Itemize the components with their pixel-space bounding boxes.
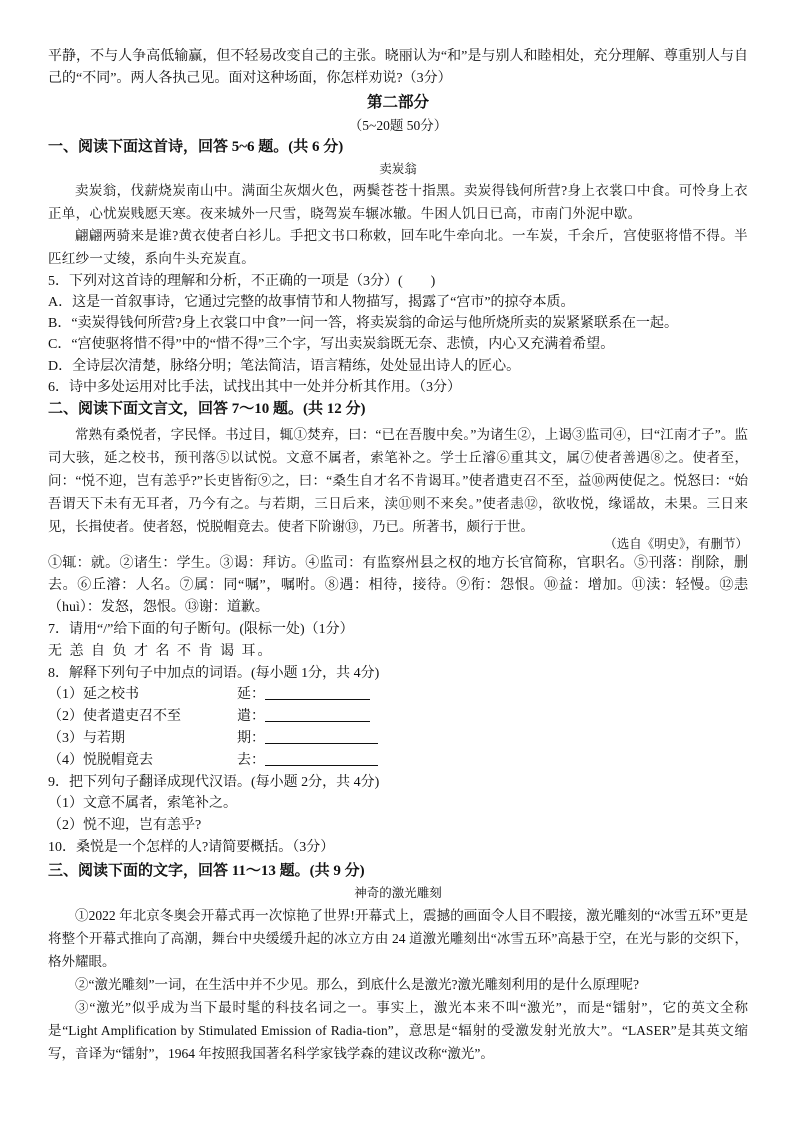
section-one-heading: 一、阅读下面这首诗，回答 5~6 题。(共 6 分) — [48, 139, 344, 155]
passage-footnotes: ①辄：就。②诸生：学生。③谒：拜访。④监司：有监察州县之权的地方长官简称，官职名。⑤刊落：削除，删去。⑥丘濬：人名。⑦属：同“嘱”，嘱咐。⑧遇：相待，接待。⑨衔：怨恨。⑩益：增加。⑪渎：轻慢。⑫恚（huì）：发怒，怨恨。⑬谢：道歉。 — [48, 556, 748, 616]
question-5-option-c: C．“宫使驱将惜不得”中的“惜不得”三个字，写出卖炭翁既无奈、悲愤，内心又充满着希望。 — [48, 337, 615, 353]
question-8-item — [48, 706, 748, 728]
section-two-heading: 二、阅读下面文言文，回答 7～10 题。(共 12 分) — [48, 401, 366, 418]
answer-blank[interactable] — [265, 684, 370, 700]
question-9-stem: 9．把下列句子翻译成现代汉语。(每小题 2分，共 4分) — [48, 774, 380, 790]
section-three — [48, 860, 748, 1065]
question-8-item — [48, 684, 748, 706]
question-7-sentence: 无 恙 自 负 才 名 不 肯 谒 耳。 — [48, 643, 274, 659]
answer-blank[interactable] — [265, 750, 378, 766]
section-two — [48, 398, 748, 859]
part-two-title: 第二部分 — [366, 94, 429, 111]
question-8-item-word: 去： — [237, 752, 265, 768]
question-9-item: （1）文意不属者，索笔补之。 — [48, 796, 237, 812]
article-paragraph: ②“激光雕刻”一词，在生活中并不少见。那么，到底什么是激光?激光雕刻利用的是什么原理呢? — [75, 976, 639, 992]
poem-paragraph: 卖炭翁，伐薪烧炭南山中。满面尘灰烟火色，两鬓苍苍十指黑。卖炭得钱何所营?身上衣裳口中食。可怜身上衣正单，心忧炭贱愿天寒。夜来城外一尺雪，晓驾炭车辗冰辙。牛困人饥日已高，市南门外泥中歇。 — [48, 183, 748, 221]
answer-blank[interactable] — [265, 728, 378, 744]
question-8-item-text: （4）悦脱帽竟去 — [48, 752, 153, 768]
question-8-item-text: （3）与若期 — [48, 731, 125, 747]
section-three-heading: 三、阅读下面的文字，回答 11～13 题。(共 9 分) — [48, 862, 365, 879]
passage-source: （选自《明史》，有删节） — [604, 537, 748, 552]
question-8-item — [48, 750, 748, 772]
question-8-stem: 8．解释下列句子中加点的词语。(每小题 1分，共 4分) — [48, 665, 380, 681]
question-5-option-a: A．这是一首叙事诗，它通过完整的故事情节和人物描写，揭露了“宫市”的掠夺本质。 — [48, 295, 575, 311]
question-7-stem: 7．请用“/”给下面的句子断句。(限标一处)（1分） — [48, 622, 354, 638]
question-5-option-d: D．全诗层次清楚，脉络分明；笔法简洁，语言精练，处处显出诗人的匠心。 — [48, 358, 521, 374]
question-6: 6．诗中多处运用对比手法，试找出其中一处并分析其作用。（3分） — [48, 379, 461, 395]
question-8-item — [48, 728, 748, 750]
poem-title: 卖炭翁 — [379, 162, 417, 176]
question-5-stem: 5．下列对这首诗的理解和分析，不正确的一项是（3分）( ) — [48, 273, 436, 289]
poem-paragraph: 翩翩两骑来是谁?黄衣使者白衫儿。手把文书口称敕，回车叱牛牵向北。一车炭，千余斤，宫使驱将惜不得。半匹红纱一丈绫，系向牛头充炭直。 — [48, 228, 748, 267]
part-two-score-note: （5~20题 50分） — [348, 118, 448, 133]
classical-passage: 常熟有桑悦者，字民怿。书过目，辄①焚弃，曰：“已在吾腹中矣。”为诸生②，上谒③监司④，曰“江南才子”。监司大骇，延之校书，预刊落⑤以试悦。文意不属者，索笔补之。学士丘濬⑥重其文，属⑦使者善遇⑧之。使者至，问：“悦不迎，岂有恙乎?”长吏皆衔⑨之，曰：“桑生自才名不肯谒耳。”使者遣吏召不至，益⑩两使促之。悦怒曰：“始吾谓天下未有无耳者，乃今有之。与若期，三日后来，渎⑪则不来矣。”使者恚⑫，欲收悦，缘谣故，未果。三日来见，长揖使者。使者怒，悦脱帽竟去。使者下阶谢⑬，乃已。所著书，颇行于世。 — [48, 427, 748, 535]
question-8-item-word: 遣： — [237, 709, 265, 725]
question-8-item-word: 延： — [237, 687, 265, 703]
question-9-item: （2）悦不迎，岂有恙乎? — [48, 818, 202, 834]
question-8-item-text: （1）延之校书 — [48, 687, 139, 703]
question-8-item-text: （2）使者遣吏召不至 — [48, 709, 181, 725]
question-8-item-word: 期： — [237, 731, 265, 747]
question-10: 10．桑悦是一个怎样的人?请简要概括。（3分） — [48, 840, 335, 855]
article-paragraph: ①2022 年北京冬奥会开幕式再一次惊艳了世界!开幕式上，震撼的画面令人目不暇接，激光雕刻的“冰雪五环”更是将整个开幕式推向了高潮，舞台中央缓缓升起的冰立方由 24 道激光雕刻出“冰雪五环”高悬于空，在光与影的交织下，格外耀眼。 — [48, 907, 748, 969]
article-title: 神奇的激光雕刻 — [354, 885, 442, 900]
article-paragraph: ③“激光”似乎成为当下最时髦的科技名词之一。事实上，激光本来不叫“激光”，而是“镭射”，它的英文全称是“Light Amplification by Stimulated Emission of Radia-tion”，意思是“辐射的受激发射光放大”。“LASER”是其英文缩写，音译为“镭射”，1964 年按照我国著名科学家钱学森的建议改称“激光”。 — [48, 999, 748, 1061]
answer-blank[interactable] — [265, 706, 370, 722]
intro-question-continuation: 平静，不与人争高低输赢，但不轻易改变自己的主张。晓丽认为“和”是与别人和睦相处，充分理解、尊重别人与自己的“不同”。两人各执己见。面对这种场面，你怎样劝说?（3分） — [48, 49, 748, 86]
section-one — [48, 136, 748, 398]
question-5-option-b: B．“卖炭得钱何所营?身上衣裳口中食”一问一答，将卖炭翁的命运与他所烧所卖的炭紧紧联系在一起。 — [48, 316, 678, 332]
